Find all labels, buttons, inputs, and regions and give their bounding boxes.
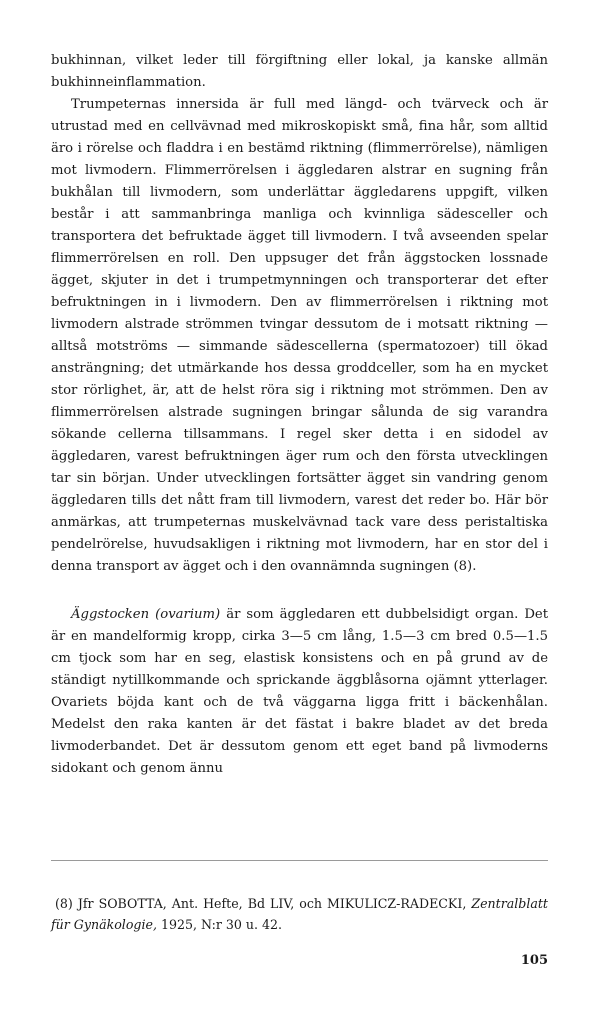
paragraph-continuation: bukhinnan, vilket leder till förgiftning eller lokal, ja kanske allmän bukhinneinflammation. <box>51 53 548 90</box>
paragraph-ovarium-text: är som äggledaren ett dubbelsidigt organ. Det är en mandelformig kropp, cirka 3—5 cm lång, 1.5—3 cm bred 0.5—1.5 cm tjock som har en seg, elastisk konsistens och en på grund av de ständigt nytillkommande och sprickande äggblåsorna ojämnt ytterlager. Ovariets böjda kant och de två väggarna ligga fritt i bäckenhålan. Medelst den raka kanten är det fästat i bakre bladet av det breda livmoderbandet. Det är dessutom genom ett eget band på livmoderns sidokant och genom ännu <box>51 607 549 776</box>
footnote-journal: Zentralblatt für Gynäkologie, <box>51 896 548 932</box>
footnote-8 <box>51 893 548 935</box>
footnote-lead: (8) Jfr SOBOTTA, Ant. Hefte, Bd LIV, och MIKULICZ-RADECKI, <box>55 896 472 911</box>
footnote-divider <box>51 860 548 861</box>
page-body <box>51 50 548 780</box>
paragraph-ovarium <box>51 604 548 780</box>
page-number: 105 <box>520 953 548 968</box>
term-aggstocken: Äggstocken (ovarium) <box>71 607 221 622</box>
paragraph-trumpeter: Trumpeternas innersida är full med längd- och tvärveck och är utrustad med en cellvävnad med mikroskopiskt små, fina hår, som alltid äro i rörelse och fladdra i en bestämd riktning (flimmerrörelse), nämligen mot livmodern. Flimmerrörelsen i äggledaren alstrar en sugning från bukhålan till livmodern, som underlättar äggledarens uppgift, vilken består i att sammanbringa manliga och kvinnliga sädesceller och transportera det befruktade ägget till livmodern. I två avseenden spelar flimmerrörelsen en roll. Den uppsuger det från äggstocken lossnade ägget, skjuter in det i trumpetmynningen och transporterar det efter befruktningen in i livmodern. Den av flimmerrörelsen i riktning mot livmodern alstrade strömmen tvingar dessutom de i motsatt riktning — alltså motströms — simmande sädescellerna (spermatozoer) till ökad ansträngning; det utmärkande hos dessa groddceller, som ha en mycket stor rörlighet, är, att de helst röra sig i riktning mot strömmen. Den av flimmerrörelsen alstrade sugningen bringar sålunda de sig varandra sökande cellerna tillsammans. I regel sker detta i en sidodel av äggledaren, varest befruktningen äger rum och den första utvecklingen tar sin början. Under utvecklingen fortsätter ägget sin vandring genom äggledaren tills det nått fram till livmodern, varest det reder bo. Här bör anmärkas, att trumpeternas muskelvävnad tack vare dess peristaltiska pendelrörelse, huvudsakligen i riktning mot livmodern, har en stor del i denna transport av ägget och i den ovannämnda sugningen (8). <box>51 97 548 574</box>
paragraph-gap <box>51 578 548 604</box>
footnote-tail: 1925, N:r 30 u. 42. <box>156 917 283 932</box>
